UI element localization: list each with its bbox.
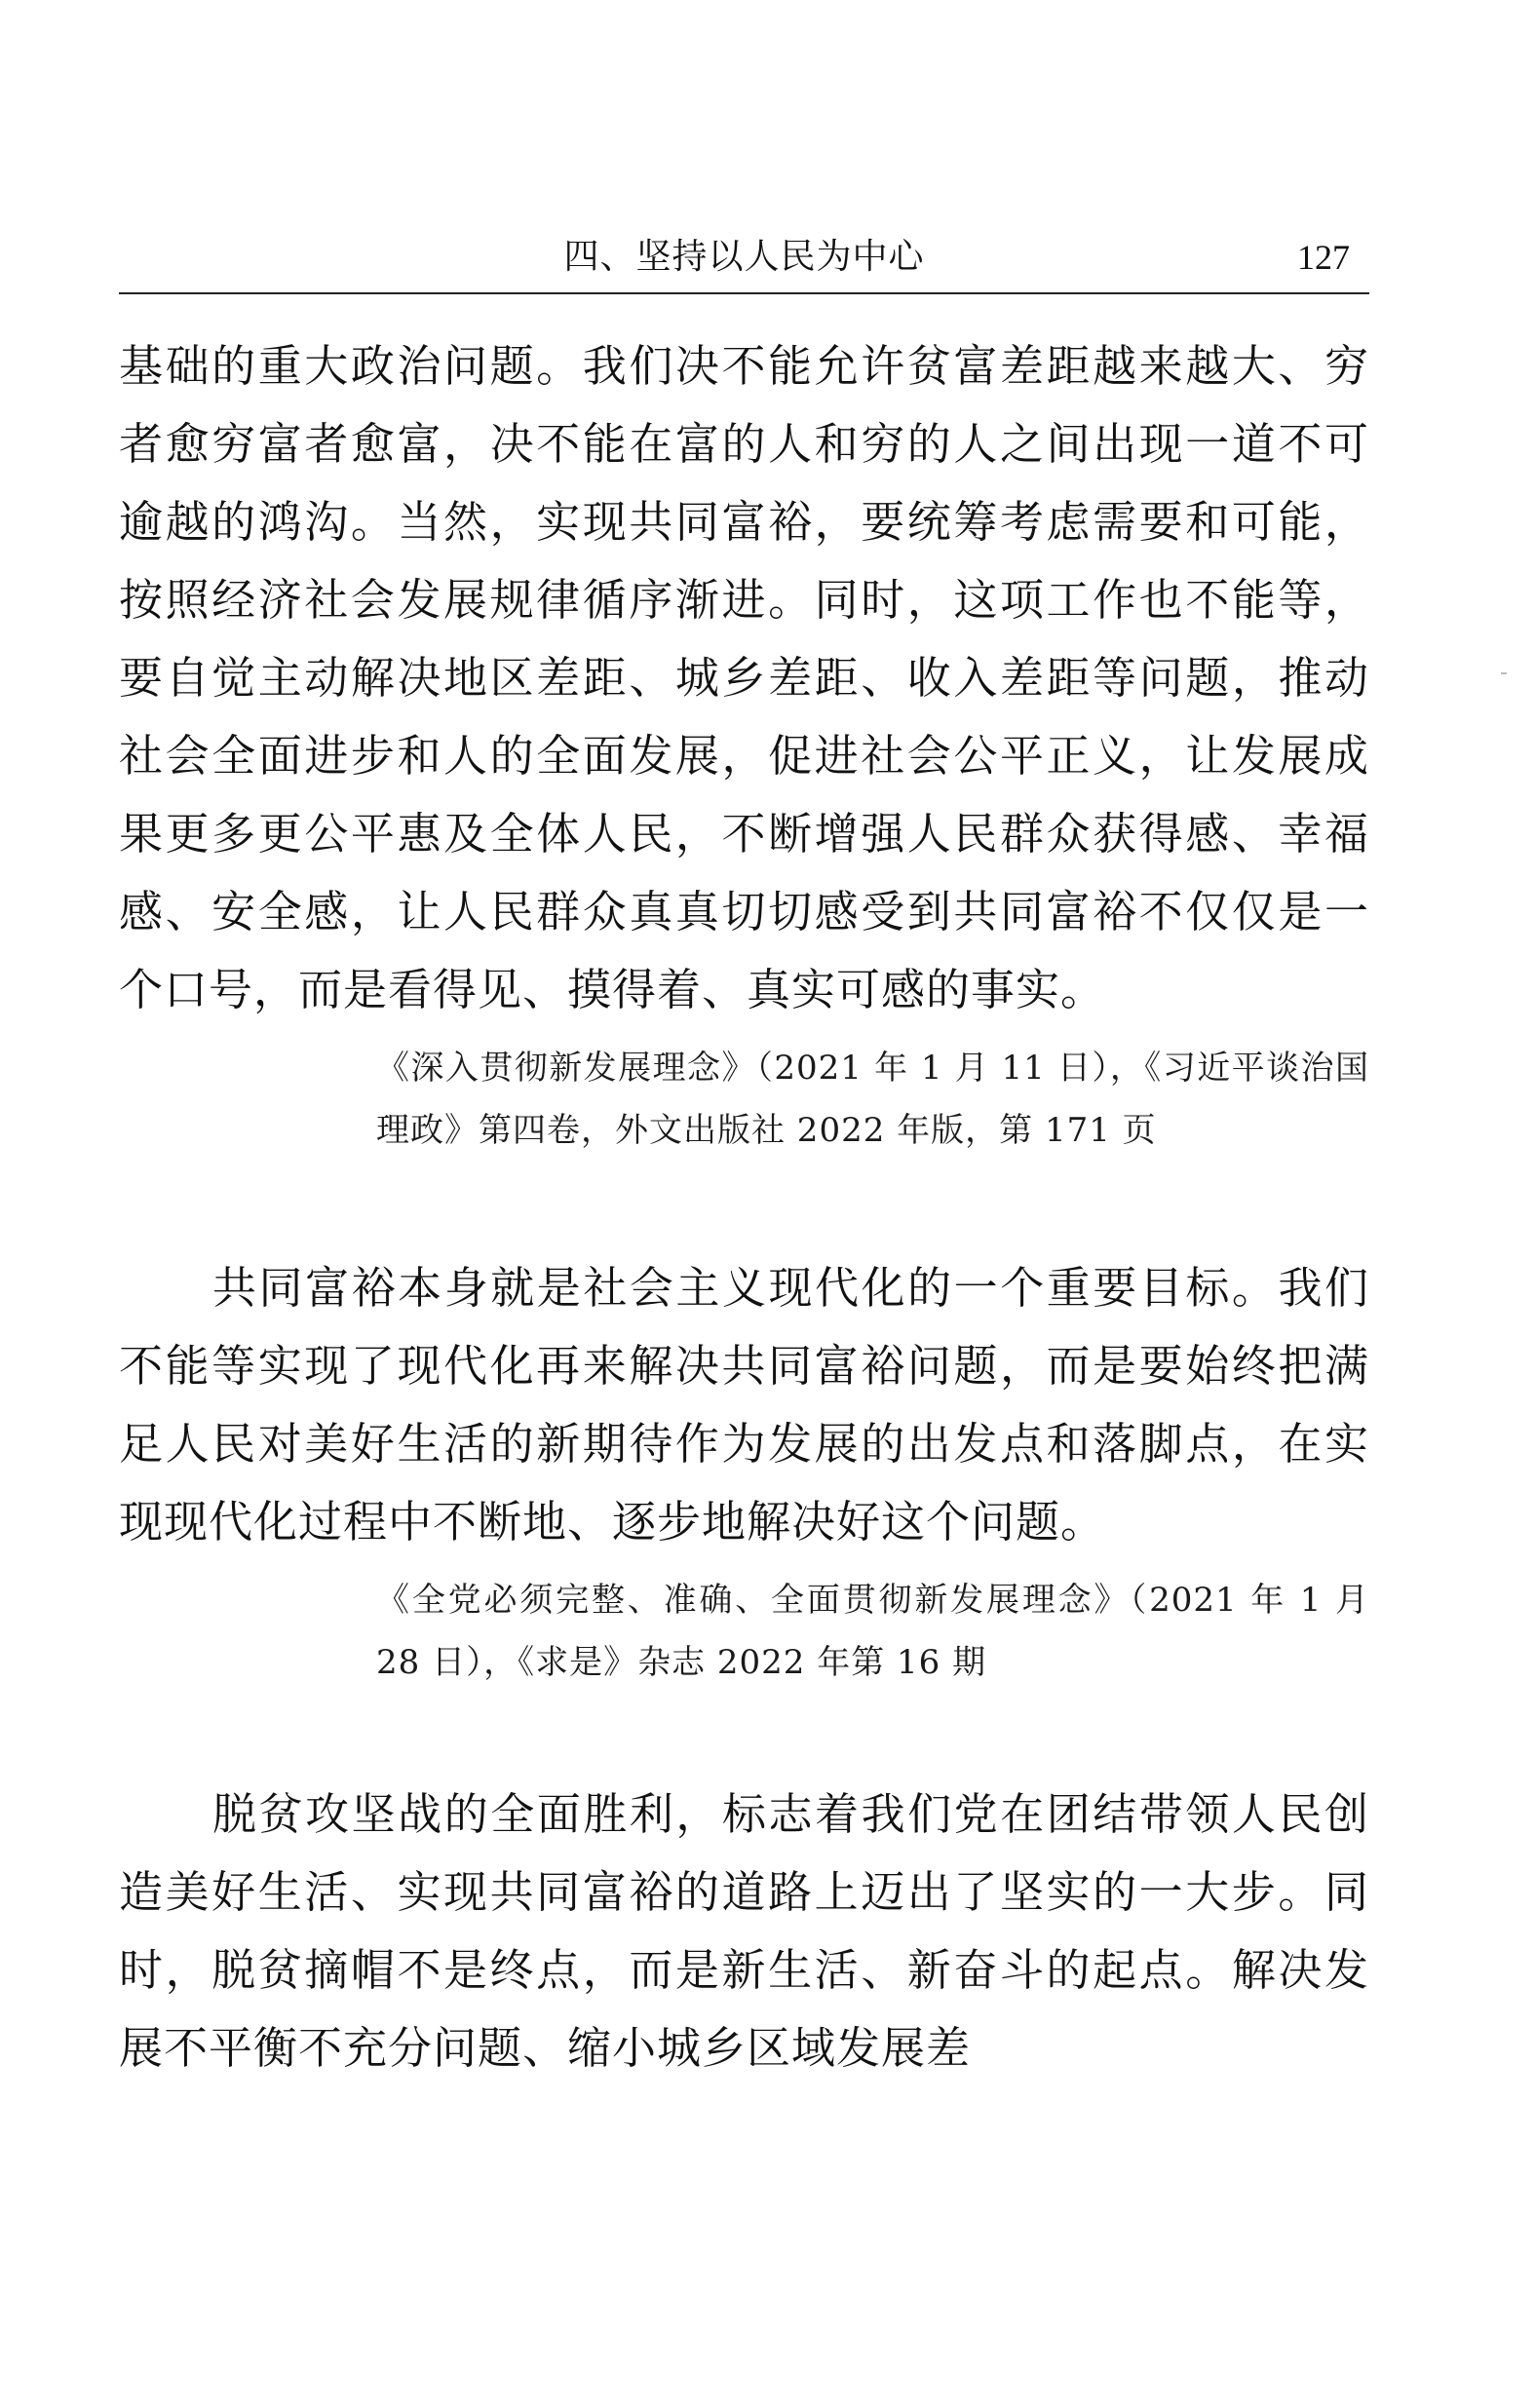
citation-2: 《全党必须完整、准确、全面贯彻新发展理念》（2021 年 1 月 28 日），《求是》杂志 2022 年第 16 期 — [376, 1581, 1369, 1682]
chapter-title: 四、坚持以人民为中心 — [563, 237, 925, 277]
paragraph-2: 共同富裕本身就是社会主义现代化的一个重要目标。我们不能等实现了现代化再来解决共同富裕问题，而是要始终把满足人民对美好生活的新期待作为发展的出发点和落脚点，在实现现代化过程中不断地、逐步地解决好这个问题。 — [119, 1262, 1369, 1548]
scan-speck — [1501, 672, 1507, 674]
paragraph-3: 脱贫攻坚战的全面胜利，标志着我们党在团结带领人民创造美好生活、实现共同富裕的道路上迈出了坚实的一大步。同时，脱贫摘帽不是终点，而是新生活、新奋斗的起点。解决发展不平衡不充分问题、缩小城乡区域发展差 — [119, 1788, 1369, 2074]
page-body — [119, 327, 1369, 2087]
citation-1: 《深入贯彻新发展理念》（2021 年 1 月 11 日），《习近平谈治国理政》第四卷，外文出版社 2022 年版，第 171 页 — [376, 1049, 1369, 1150]
paragraph-1: 基础的重大政治问题。我们决不能允许贫富差距越来越大、穷者愈穷富者愈富，决不能在富的人和穷的人之间出现一道不可逾越的鸿沟。当然，实现共同富裕，要统筹考虑需要和可能，按照经济社会发展规律循序渐进。同时，这项工作也不能等，要自觉主动解决地区差距、城乡差距、收入差距等问题，推动社会全面进步和人的全面发展，促进社会公平正义，让发展成果更多更公平惠及全体人民，不断增强人民群众获得感、幸福感、安全感，让人民群众真真切切感受到共同富裕不仅仅是一个口号，而是看得见、摸得着、真实可感的事实。 — [119, 340, 1369, 1015]
page-number: 127 — [1297, 238, 1350, 277]
running-header — [119, 232, 1369, 294]
